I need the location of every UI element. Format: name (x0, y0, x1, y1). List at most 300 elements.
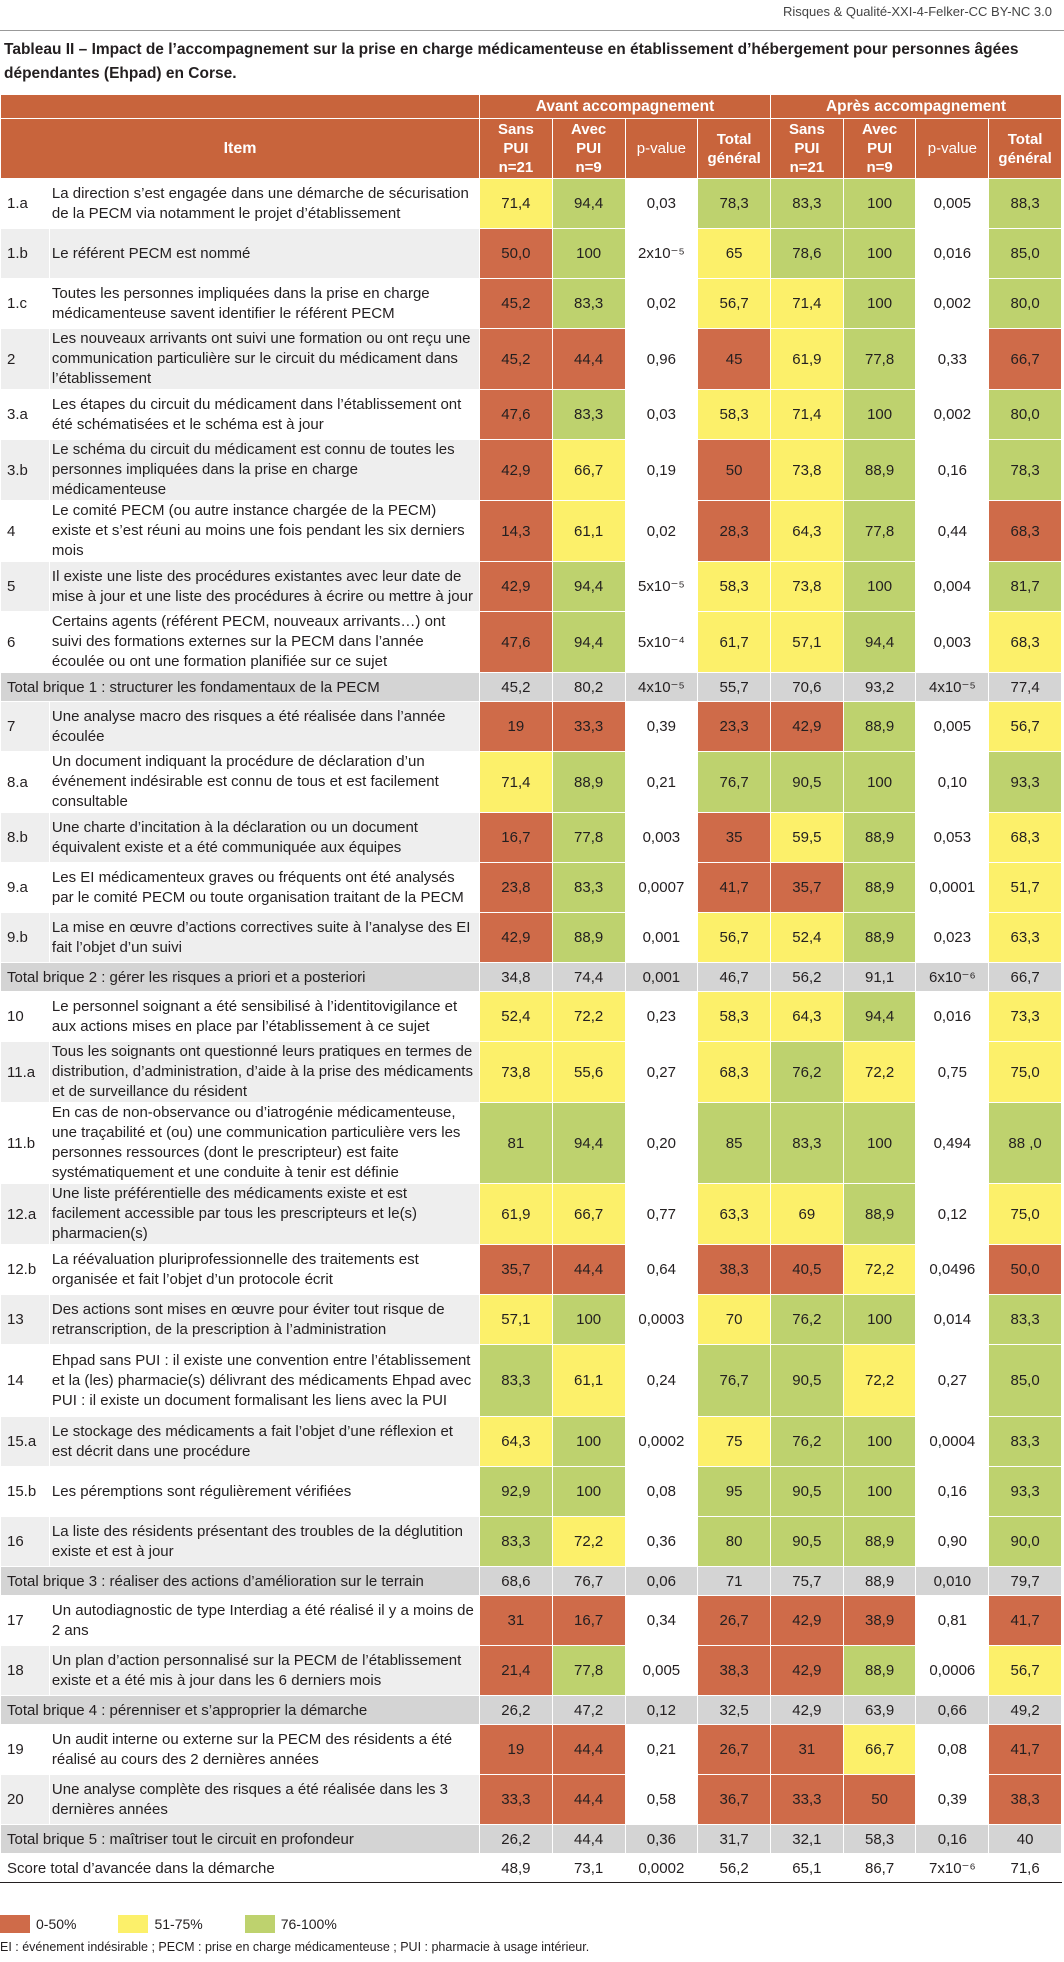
value-cell: 83,3 (480, 1517, 553, 1567)
value-cell: 94,4 (843, 992, 916, 1042)
item-number: 18 (1, 1646, 50, 1696)
value-cell: 75,7 (771, 1567, 844, 1596)
value-cell: 0,0003 (625, 1295, 698, 1345)
value-cell: 56,7 (698, 913, 771, 963)
value-cell: 47,2 (552, 1696, 625, 1725)
item-text: Un audit interne ou externe sur la PECM des résidents a été réalisé au cours des 2 dernières années (49, 1725, 479, 1775)
value-cell: 68,3 (989, 501, 1062, 562)
value-cell: 100 (843, 1467, 916, 1517)
value-cell: 68,3 (989, 612, 1062, 673)
value-cell: 72,2 (843, 1245, 916, 1295)
value-cell: 26,7 (698, 1596, 771, 1646)
value-cell: 0,33 (916, 329, 989, 390)
value-cell: 66,7 (989, 963, 1062, 992)
value-cell: 61,1 (552, 1345, 625, 1417)
value-cell: 0,27 (916, 1345, 989, 1417)
item-text: Le schéma du circuit du médicament est connu de toutes les personnes impliquées dans la prise en charge médicamenteuse (49, 440, 479, 501)
value-cell: 45,2 (480, 673, 553, 702)
item-number: 8.a (1, 752, 50, 813)
sans-pui-header-before: Sans PUI n=21 (480, 119, 553, 179)
value-cell: 0,06 (625, 1567, 698, 1596)
item-number: 1.c (1, 279, 50, 329)
value-cell: 90,5 (771, 1345, 844, 1417)
total-row (1, 963, 1062, 992)
item-text: Les étapes du circuit du médicament dans l’établissement ont été schématisées et le schéma est à jour (49, 390, 479, 440)
table-row (1, 612, 1062, 673)
value-cell: 65 (698, 229, 771, 279)
item-text: Les nouveaux arrivants ont suivi une formation ou ont reçu une communication particulière sur le circuit du médicament dans l’établissement (49, 329, 479, 390)
pvalue-header-after: p-value (916, 119, 989, 179)
item-number: 1.a (1, 179, 50, 229)
table-row (1, 1596, 1062, 1646)
value-cell: 72,2 (552, 1517, 625, 1567)
value-cell: 57,1 (771, 612, 844, 673)
running-head: Risques & Qualité-XXI-4-Felker-CC BY-NC 3.0 (783, 4, 1052, 19)
item-text: Des actions sont mises en œuvre pour éviter tout risque de retranscription, de la prescription à l’administration (49, 1295, 479, 1345)
value-cell: 0,001 (625, 963, 698, 992)
table-row (1, 1467, 1062, 1517)
value-cell: 31 (480, 1596, 553, 1646)
value-cell: 0,10 (916, 752, 989, 813)
value-cell: 0,0496 (916, 1245, 989, 1295)
value-cell: 68,3 (989, 813, 1062, 863)
value-cell: 79,7 (989, 1567, 1062, 1596)
value-cell: 50 (843, 1775, 916, 1825)
table-row (1, 501, 1062, 562)
value-cell: 23,3 (698, 702, 771, 752)
table-row (1, 1517, 1062, 1567)
score-label: Score total d’avancée dans la démarche (1, 1854, 480, 1883)
value-cell: 61,9 (480, 1184, 553, 1245)
value-cell: 58,3 (698, 562, 771, 612)
value-cell: 19 (480, 1725, 553, 1775)
value-cell: 38,3 (698, 1646, 771, 1696)
value-cell: 26,7 (698, 1725, 771, 1775)
value-cell: 0,005 (625, 1646, 698, 1696)
value-cell: 35,7 (480, 1245, 553, 1295)
value-cell: 92,9 (480, 1467, 553, 1517)
value-cell: 0,08 (625, 1467, 698, 1517)
table-row (1, 329, 1062, 390)
total-row (1, 1696, 1062, 1725)
value-cell: 85 (698, 1103, 771, 1184)
table-row (1, 1295, 1062, 1345)
value-cell: 76,7 (698, 752, 771, 813)
item-text: Ehpad sans PUI : il existe une convention entre l’établissement et la (les) pharmacie(s) délivrant des médicaments Ehpad avec PUI : il existe un document formalisant les liens avec la PUI (49, 1345, 479, 1417)
value-cell: 44,4 (552, 1825, 625, 1854)
value-cell: 66,7 (552, 440, 625, 501)
value-cell: 72,2 (843, 1042, 916, 1103)
value-cell: 71,6 (989, 1854, 1062, 1883)
value-cell: 35,7 (771, 863, 844, 913)
value-cell: 61,9 (771, 329, 844, 390)
value-cell: 0,016 (916, 229, 989, 279)
value-cell: 45,2 (480, 329, 553, 390)
value-cell: 88,3 (989, 179, 1062, 229)
item-text: Le personnel soignant a été sensibilisé à l’identitovigilance et aux actions mises en place par l’établissement à ce sujet (49, 992, 479, 1042)
value-cell: 77,8 (843, 329, 916, 390)
item-number: 9.a (1, 863, 50, 913)
item-number: 9.b (1, 913, 50, 963)
value-cell: 56,7 (989, 1646, 1062, 1696)
value-cell: 64,3 (771, 992, 844, 1042)
value-cell: 77,8 (552, 1646, 625, 1696)
value-cell: 47,6 (480, 390, 553, 440)
total-header-before: Total général (698, 119, 771, 179)
value-cell: 94,4 (552, 1103, 625, 1184)
value-cell: 88,9 (552, 752, 625, 813)
value-cell: 36,7 (698, 1775, 771, 1825)
item-number: 3.b (1, 440, 50, 501)
value-cell: 56,2 (698, 1854, 771, 1883)
value-cell: 0,24 (625, 1345, 698, 1417)
value-cell: 4x10⁻⁵ (625, 673, 698, 702)
value-cell: 31,7 (698, 1825, 771, 1854)
table-row (1, 863, 1062, 913)
item-number: 14 (1, 1345, 50, 1417)
value-cell: 52,4 (480, 992, 553, 1042)
value-cell: 41,7 (989, 1596, 1062, 1646)
value-cell: 94,4 (552, 562, 625, 612)
legend-swatch-mid (118, 1915, 148, 1933)
item-text: Une analyse macro des risques a été réalisée dans l’année écoulée (49, 702, 479, 752)
value-cell: 41,7 (989, 1725, 1062, 1775)
value-cell: 95 (698, 1467, 771, 1517)
value-cell: 63,3 (698, 1184, 771, 1245)
table-row (1, 440, 1062, 501)
item-text: En cas de non-observance ou d’iatrogénie médicamenteuse, une traçabilité et (ou) une communication particulière vers les personnes ressources (dont le prescripteur) est faite systématiquement et une conduite à tenir est définie (49, 1103, 479, 1184)
value-cell: 0,12 (625, 1696, 698, 1725)
value-cell: 100 (552, 229, 625, 279)
avec-pui-header-after: Avec PUI n=9 (843, 119, 916, 179)
item-number: 11.a (1, 1042, 50, 1103)
value-cell: 23,8 (480, 863, 553, 913)
value-cell: 76,2 (771, 1042, 844, 1103)
value-cell: 0,002 (916, 279, 989, 329)
table-row (1, 1042, 1062, 1103)
results-table (0, 94, 1062, 1883)
value-cell: 0,001 (625, 913, 698, 963)
value-cell: 80,0 (989, 279, 1062, 329)
value-cell: 28,3 (698, 501, 771, 562)
value-cell: 0,16 (916, 1825, 989, 1854)
value-cell: 2x10⁻⁵ (625, 229, 698, 279)
table-row (1, 1345, 1062, 1417)
value-cell: 0,75 (916, 1042, 989, 1103)
value-cell: 33,3 (552, 702, 625, 752)
table-row (1, 1184, 1062, 1245)
value-cell: 93,2 (843, 673, 916, 702)
value-cell: 0,0002 (625, 1854, 698, 1883)
value-cell: 41,7 (698, 863, 771, 913)
value-cell: 63,9 (843, 1696, 916, 1725)
value-cell: 71,4 (480, 752, 553, 813)
value-cell: 14,3 (480, 501, 553, 562)
value-cell: 0,27 (625, 1042, 698, 1103)
value-cell: 88,9 (843, 813, 916, 863)
item-number: 5 (1, 562, 50, 612)
value-cell: 42,9 (480, 913, 553, 963)
total-label: Total brique 4 : pérenniser et s’approprier la démarche (1, 1696, 480, 1725)
value-cell: 76,2 (771, 1417, 844, 1467)
value-cell: 100 (843, 279, 916, 329)
value-cell: 16,7 (552, 1596, 625, 1646)
value-cell: 0,21 (625, 1725, 698, 1775)
item-text: Une analyse complète des risques a été réalisée dans les 3 dernières années (49, 1775, 479, 1825)
score-row (1, 1854, 1062, 1883)
value-cell: 42,9 (771, 1596, 844, 1646)
value-cell: 0,08 (916, 1725, 989, 1775)
value-cell: 55,7 (698, 673, 771, 702)
table-row (1, 562, 1062, 612)
value-cell: 93,3 (989, 752, 1062, 813)
table-row (1, 390, 1062, 440)
value-cell: 83,3 (989, 1417, 1062, 1467)
value-cell: 75,0 (989, 1184, 1062, 1245)
table-row (1, 1725, 1062, 1775)
item-number: 15.a (1, 1417, 50, 1467)
item-number: 17 (1, 1596, 50, 1646)
item-text: Un plan d’action personnalisé sur la PECM de l’établissement existe et a été mis à jour dans les 6 derniers mois (49, 1646, 479, 1696)
value-cell: 83,3 (480, 1345, 553, 1417)
value-cell: 48,9 (480, 1854, 553, 1883)
value-cell: 77,8 (843, 501, 916, 562)
total-row (1, 1567, 1062, 1596)
value-cell: 0,20 (625, 1103, 698, 1184)
value-cell: 40 (989, 1825, 1062, 1854)
table-row (1, 279, 1062, 329)
value-cell: 71,4 (480, 179, 553, 229)
value-cell: 88,9 (843, 1567, 916, 1596)
value-cell: 0,23 (625, 992, 698, 1042)
value-cell: 68,3 (698, 1042, 771, 1103)
value-cell: 31 (771, 1725, 844, 1775)
value-cell: 50,0 (989, 1245, 1062, 1295)
value-cell: 33,3 (771, 1775, 844, 1825)
legend-label-high: 76-100% (280, 1916, 337, 1932)
value-cell: 44,4 (552, 329, 625, 390)
value-cell: 100 (843, 1295, 916, 1345)
table-row (1, 752, 1062, 813)
table-row (1, 702, 1062, 752)
value-cell: 0,19 (625, 440, 698, 501)
value-cell: 71 (698, 1567, 771, 1596)
item-number: 6 (1, 612, 50, 673)
value-cell: 0,004 (916, 562, 989, 612)
value-cell: 71,4 (771, 390, 844, 440)
value-cell: 88 ,0 (989, 1103, 1062, 1184)
item-number: 15.b (1, 1467, 50, 1517)
value-cell: 38,3 (698, 1245, 771, 1295)
item-text: Certains agents (référent PECM, nouveaux arrivants…) ont suivi des formations externes sur la PECM dans l’année écoulée ou ont une formation planifiée sur ce sujet (49, 612, 479, 673)
value-cell: 78,3 (989, 440, 1062, 501)
item-number: 1.b (1, 229, 50, 279)
value-cell: 0,58 (625, 1775, 698, 1825)
item-text: La réévaluation pluriprofessionnelle des traitements est organisée et fait l’objet d’un protocole écrit (49, 1245, 479, 1295)
table-row (1, 1646, 1062, 1696)
total-row (1, 1825, 1062, 1854)
value-cell: 93,3 (989, 1467, 1062, 1517)
value-cell: 50,0 (480, 229, 553, 279)
value-cell: 88,9 (843, 863, 916, 913)
item-number: 4 (1, 501, 50, 562)
value-cell: 5x10⁻⁵ (625, 562, 698, 612)
value-cell: 0,003 (916, 612, 989, 673)
pvalue-header-before: p-value (625, 119, 698, 179)
value-cell: 19 (480, 702, 553, 752)
legend-swatch-low (0, 1915, 30, 1933)
value-cell: 66,7 (989, 329, 1062, 390)
value-cell: 44,4 (552, 1725, 625, 1775)
value-cell: 76,7 (552, 1567, 625, 1596)
value-cell: 83,3 (552, 279, 625, 329)
value-cell: 0,64 (625, 1245, 698, 1295)
value-cell: 85,0 (989, 1345, 1062, 1417)
value-cell: 49,2 (989, 1696, 1062, 1725)
value-cell: 56,7 (989, 702, 1062, 752)
value-cell: 100 (843, 390, 916, 440)
total-label: Total brique 3 : réaliser des actions d’amélioration sur le terrain (1, 1567, 480, 1596)
value-cell: 58,3 (843, 1825, 916, 1854)
item-number: 10 (1, 992, 50, 1042)
value-cell: 0,0006 (916, 1646, 989, 1696)
value-cell: 4x10⁻⁵ (916, 673, 989, 702)
item-text: Une liste préférentielle des médicaments existe et est facilement accessible par tous les prescripteurs et le(s) pharmacien(s) (49, 1184, 479, 1245)
value-cell: 76,2 (771, 1295, 844, 1345)
item-header: Item (1, 119, 480, 179)
value-cell: 0,010 (916, 1567, 989, 1596)
value-cell: 83,3 (552, 390, 625, 440)
value-cell: 0,34 (625, 1596, 698, 1646)
item-text: Le stockage des médicaments a fait l’objet d’une réflexion et est décrit dans une procédure (49, 1417, 479, 1467)
value-cell: 83,3 (771, 1103, 844, 1184)
table-row (1, 1245, 1062, 1295)
value-cell: 21,4 (480, 1646, 553, 1696)
avec-pui-header-before: Avec PUI n=9 (552, 119, 625, 179)
item-number: 13 (1, 1295, 50, 1345)
value-cell: 100 (843, 1417, 916, 1467)
item-text: Le comité PECM (ou autre instance chargée de la PECM) existe et s’est réuni au moins une fois pendant les six derniers mois (49, 501, 479, 562)
value-cell: 5x10⁻⁴ (625, 612, 698, 673)
value-cell: 0,16 (916, 1467, 989, 1517)
value-cell: 0,03 (625, 390, 698, 440)
value-cell: 76,7 (698, 1345, 771, 1417)
table-row (1, 1775, 1062, 1825)
value-cell: 90,5 (771, 752, 844, 813)
legend-swatch-high (245, 1915, 275, 1933)
value-cell: 68,6 (480, 1567, 553, 1596)
value-cell: 0,02 (625, 501, 698, 562)
footnote: EI : événement indésirable ; PECM : prise en charge médicamenteuse ; PUI : pharmacie à usage intérieur. (0, 1940, 590, 1954)
value-cell: 0,66 (916, 1696, 989, 1725)
item-number: 19 (1, 1725, 50, 1775)
item-text: Il existe une liste des procédures existantes avec leur date de mise à jour et une liste des procédures à écrire ou mettre à jour (49, 562, 479, 612)
value-cell: 88,9 (552, 913, 625, 963)
value-cell: 73,1 (552, 1854, 625, 1883)
header-rule (0, 30, 1064, 31)
value-cell: 0,005 (916, 702, 989, 752)
value-cell: 0,77 (625, 1184, 698, 1245)
table-row (1, 913, 1062, 963)
value-cell: 66,7 (552, 1184, 625, 1245)
value-cell: 63,3 (989, 913, 1062, 963)
value-cell: 80,0 (989, 390, 1062, 440)
value-cell: 0,002 (916, 390, 989, 440)
value-cell: 7x10⁻⁶ (916, 1854, 989, 1883)
item-text: Toutes les personnes impliquées dans la prise en charge médicamenteuse savent identifier le référent PECM (49, 279, 479, 329)
value-cell: 65,1 (771, 1854, 844, 1883)
value-cell: 0,96 (625, 329, 698, 390)
total-label: Total brique 5 : maîtriser tout le circuit en profondeur (1, 1825, 480, 1854)
value-cell: 77,4 (989, 673, 1062, 702)
total-label: Total brique 1 : structurer les fondamentaux de la PECM (1, 673, 480, 702)
table-row (1, 179, 1062, 229)
item-text: Les péremptions sont régulièrement vérifiées (49, 1467, 479, 1517)
item-number: 8.b (1, 813, 50, 863)
value-cell: 55,6 (552, 1042, 625, 1103)
value-cell: 51,7 (989, 863, 1062, 913)
value-cell: 52,4 (771, 913, 844, 963)
value-cell: 0,053 (916, 813, 989, 863)
value-cell: 0,0007 (625, 863, 698, 913)
item-text: La direction s’est engagée dans une démarche de sécurisation de la PECM via notamment le projet d’établissement (49, 179, 479, 229)
item-text: La liste des résidents présentant des troubles de la déglutition existe et est à jour (49, 1517, 479, 1567)
item-number: 3.a (1, 390, 50, 440)
value-cell: 100 (843, 752, 916, 813)
value-cell: 81,7 (989, 562, 1062, 612)
value-cell: 61,7 (698, 612, 771, 673)
value-cell: 26,2 (480, 1825, 553, 1854)
value-cell: 0,16 (916, 440, 989, 501)
value-cell: 100 (843, 1103, 916, 1184)
value-cell: 44,4 (552, 1245, 625, 1295)
value-cell: 46,7 (698, 963, 771, 992)
value-cell: 0,39 (625, 702, 698, 752)
value-cell: 0,023 (916, 913, 989, 963)
value-cell: 58,3 (698, 390, 771, 440)
value-cell: 88,9 (843, 1517, 916, 1567)
value-cell: 94,4 (552, 179, 625, 229)
value-cell: 70 (698, 1295, 771, 1345)
item-number: 7 (1, 702, 50, 752)
value-cell: 42,9 (771, 1696, 844, 1725)
item-text: Le référent PECM est nommé (49, 229, 479, 279)
value-cell: 88,9 (843, 440, 916, 501)
value-cell: 0,36 (625, 1517, 698, 1567)
value-cell: 42,9 (771, 1646, 844, 1696)
value-cell: 42,9 (480, 562, 553, 612)
value-cell: 75,0 (989, 1042, 1062, 1103)
value-cell: 47,6 (480, 612, 553, 673)
value-cell: 80,2 (552, 673, 625, 702)
value-cell: 100 (843, 229, 916, 279)
value-cell: 73,3 (989, 992, 1062, 1042)
table-row (1, 813, 1062, 863)
group-before-header: Avant accompagnement (480, 95, 771, 119)
total-label: Total brique 2 : gérer les risques a priori et a posteriori (1, 963, 480, 992)
value-cell: 0,003 (625, 813, 698, 863)
value-cell: 90,5 (771, 1467, 844, 1517)
value-cell: 59,5 (771, 813, 844, 863)
item-text: La mise en œuvre d’actions correctives suite à l’analyse des EI fait l’objet d’un suivi (49, 913, 479, 963)
value-cell: 100 (843, 179, 916, 229)
value-cell: 73,8 (480, 1042, 553, 1103)
table-row (1, 1103, 1062, 1184)
value-cell: 91,1 (843, 963, 916, 992)
item-number: 12.a (1, 1184, 50, 1245)
value-cell: 86,7 (843, 1854, 916, 1883)
value-cell: 100 (552, 1467, 625, 1517)
